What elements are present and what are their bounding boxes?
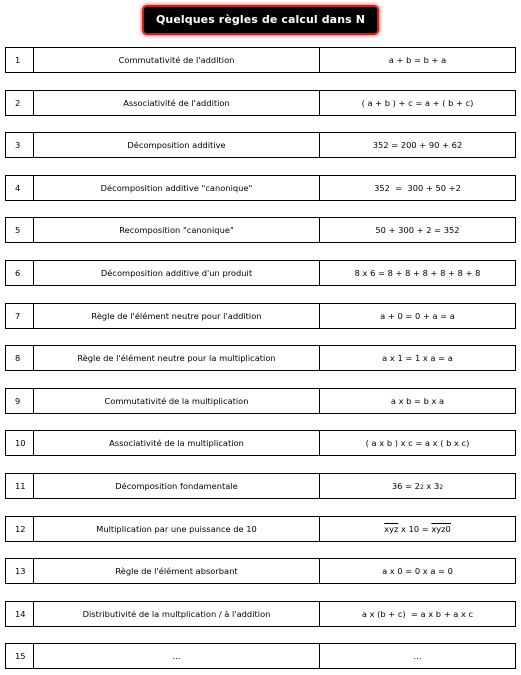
row-number: 11 (6, 474, 34, 498)
rule-formula: 8 x 6 = 8 + 8 + 8 + 8 + 8 + 8 (354, 267, 481, 278)
rules-table (5, 47, 516, 669)
row-number: 1 (6, 48, 34, 72)
rule-formula: a + b = b + a (388, 55, 447, 65)
rule-formula: a x b = b x a (390, 395, 445, 406)
rule-formula: a x 0 = 0 x a = 0 (382, 566, 453, 577)
table-row (5, 430, 516, 456)
table-row (5, 345, 516, 371)
overlined-number: xyz0 (431, 523, 451, 534)
table-row (5, 388, 516, 414)
row-number: 14 (6, 602, 34, 626)
row-number: 6 (6, 261, 34, 285)
formula-lhs: 36 = 2 (391, 480, 420, 491)
rule-name: Décomposition additive d'un produit (34, 261, 320, 285)
table-row (5, 601, 516, 627)
table-row (5, 473, 516, 499)
table-row (5, 175, 516, 201)
rule-name: Associativité de l'addition (34, 91, 320, 115)
rule-formula: a + 0 = 0 + a = a (380, 310, 455, 321)
row-number: 5 (6, 218, 34, 242)
rule-name: Commutativité de l'addition (34, 48, 320, 72)
row-number: 13 (6, 559, 34, 583)
rule-formula: a x (b + c) = a x b + a x c (361, 608, 474, 619)
table-row (5, 558, 516, 584)
row-number: 3 (6, 133, 34, 157)
rule-formula: ( a + b ) + c = a + ( b + c) (361, 97, 474, 108)
row-number: 8 (6, 346, 34, 370)
row-number: 2 (6, 91, 34, 115)
rule-name: Décomposition fondamentale (34, 474, 320, 498)
rule-name: Décomposition additive (34, 133, 320, 157)
rule-formula (320, 474, 515, 498)
row-number: 4 (6, 176, 34, 200)
rule-name: Règle de l'élément absorbant (34, 559, 320, 583)
formula-mid: x 3 (423, 480, 440, 491)
rule-formula (320, 517, 515, 541)
row-number: 7 (6, 304, 34, 328)
page-title: Quelques règles de calcul dans N (142, 5, 379, 35)
rule-formula: a x 1 = 1 x a = a (382, 353, 453, 364)
overlined-number: $\overline{xyz}$ (384, 523, 399, 534)
rule-name: ... (34, 644, 320, 668)
rule-name: Commutativité de la multiplication (34, 389, 320, 413)
rule-formula: ... (413, 651, 422, 662)
rule-name: Décomposition additive "canonique" (34, 176, 320, 200)
table-row (5, 516, 516, 542)
rule-name: Règle de l'élément neutre pour l'addition (34, 304, 320, 328)
rule-formula: ( a x b ) x c = a x ( b x c) (365, 438, 470, 449)
rule-name: Associativité de la multiplication (34, 431, 320, 455)
rule-name: Règle de l'élément neutre pour la multiplication (34, 346, 320, 370)
table-row (5, 47, 516, 73)
title-container (0, 5, 521, 35)
rule-formula: 352 = 200 + 90 + 62 (372, 140, 463, 151)
rule-formula: 50 + 300 + 2 = 352 (375, 225, 460, 236)
table-row (5, 90, 516, 116)
table-row (5, 643, 516, 669)
row-number: 10 (6, 431, 34, 455)
rule-name: Recomposition "canonique" (34, 218, 320, 242)
row-number: 9 (6, 389, 34, 413)
row-number: 15 (6, 644, 34, 668)
rule-formula: 352 = 300 + 50 +2 (374, 182, 461, 193)
table-row (5, 260, 516, 286)
rule-name: Multiplication par une puissance de 10 (34, 517, 320, 541)
table-row (5, 303, 516, 329)
row-number: 12 (6, 517, 34, 541)
formula-operator: x 10 = (398, 523, 432, 534)
formula-with-overline (384, 524, 451, 534)
formula-with-exponents: 36 = 2 2 x 3 2 (391, 480, 444, 491)
rule-name: Distributivité de la multplication / à l'addition (34, 602, 320, 626)
table-row (5, 132, 516, 158)
table-row (5, 217, 516, 243)
